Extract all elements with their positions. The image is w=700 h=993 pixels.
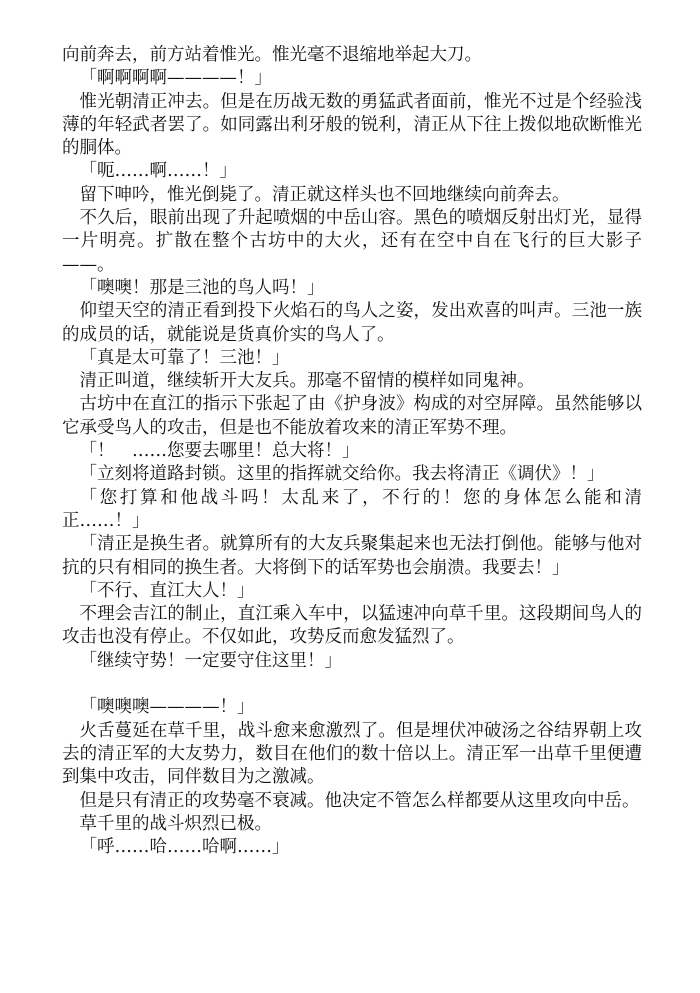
dialogue-line: 「呼……哈……哈啊……」 — [79, 837, 290, 858]
dialogue-line: 「呃……啊……！」 — [79, 161, 237, 182]
dialogue-line: 「噢噢噢————！」 — [79, 697, 255, 718]
paragraph: 火舌蔓延在草千里，战斗愈来愈激烈了。但是埋伏冲破汤之谷结界朝上攻去的清正军的大友势力，数目在他们的数十倍以上。清正军一出草千里便遭到集中攻击，同伴数目为之激减。 — [62, 720, 642, 788]
paragraph: 草千里的战斗炽烈已极。 — [79, 813, 272, 834]
paragraph: 仰望天空的清正看到投下火焰石的鸟人之姿，发出欢喜的叫声。三池一族的成员的话，就能说是货真价实的鸟人了。 — [62, 301, 642, 345]
dialogue-line: 「！ ……您要去哪里！总大将！」 — [79, 441, 360, 462]
dialogue-line: 「噢噢！那是三池的鸟人吗！」 — [79, 277, 325, 298]
paragraph: 不理会吉江的制止，直江乘入车中，以猛速冲向草千里。这段期间鸟人的攻击也没有停止。不仅如此，攻势反而愈发猛烈了。 — [62, 604, 642, 648]
paragraph: 古坊中在直江的指示下张起了由《护身波》构成的对空屏障。虽然能够以它承受鸟人的攻击，但是也不能放着攻来的清正军势不理。 — [62, 394, 642, 438]
page-text — [62, 44, 642, 859]
dialogue-line: 「您打算和他战斗吗！太乱来了，不行的！您的身体怎么能和清正……！」 — [62, 487, 642, 531]
dialogue-line: 「真是太可靠了！三池！」 — [79, 347, 290, 368]
dialogue-line: 「啊啊啊啊————！」 — [79, 68, 272, 89]
dialogue-line: 「立刻将道路封锁。这里的指挥就交给你。我去将清正《调伏》！」 — [79, 464, 605, 485]
paragraph: 留下呻吟，惟光倒毙了。清正就这样头也不回地继续向前奔去。 — [79, 184, 570, 205]
paragraph: 清正叫道，继续斩开大友兵。那毫不留情的模样如同鬼神。 — [79, 371, 535, 392]
dialogue-line: 「继续守势！一定要守住这里！」 — [79, 650, 342, 671]
paragraph: 向前奔去，前方站着惟光。惟光毫不退缩地举起大刀。 — [62, 45, 482, 65]
section-break — [62, 673, 642, 696]
paragraph: 但是只有清正的攻势毫不衰减。他决定不管怎么样都要从这里攻向中岳。 — [79, 790, 640, 811]
dialogue-line: 「不行、直江大人！」 — [79, 580, 255, 601]
dialogue-line: 「清正是换生者。就算所有的大友兵聚集起来也无法打倒他。能够与他对抗的只有相同的换生者。大将倒下的话军势也会崩溃。我要去！」 — [62, 534, 642, 578]
paragraph: 不久后，眼前出现了升起喷烟的中岳山容。黑色的喷烟反射出灯光，显得一片明亮。扩散在整个古坊中的大火，还有在空中自在飞行的巨大影子——。 — [62, 208, 642, 275]
paragraph: 惟光朝清正冲去。但是在历战无数的勇猛武者面前，惟光不过是个经验浅薄的年轻武者罢了。如同露出利牙般的锐利，清正从下往上拨似地砍断惟光的胴体。 — [62, 91, 642, 159]
